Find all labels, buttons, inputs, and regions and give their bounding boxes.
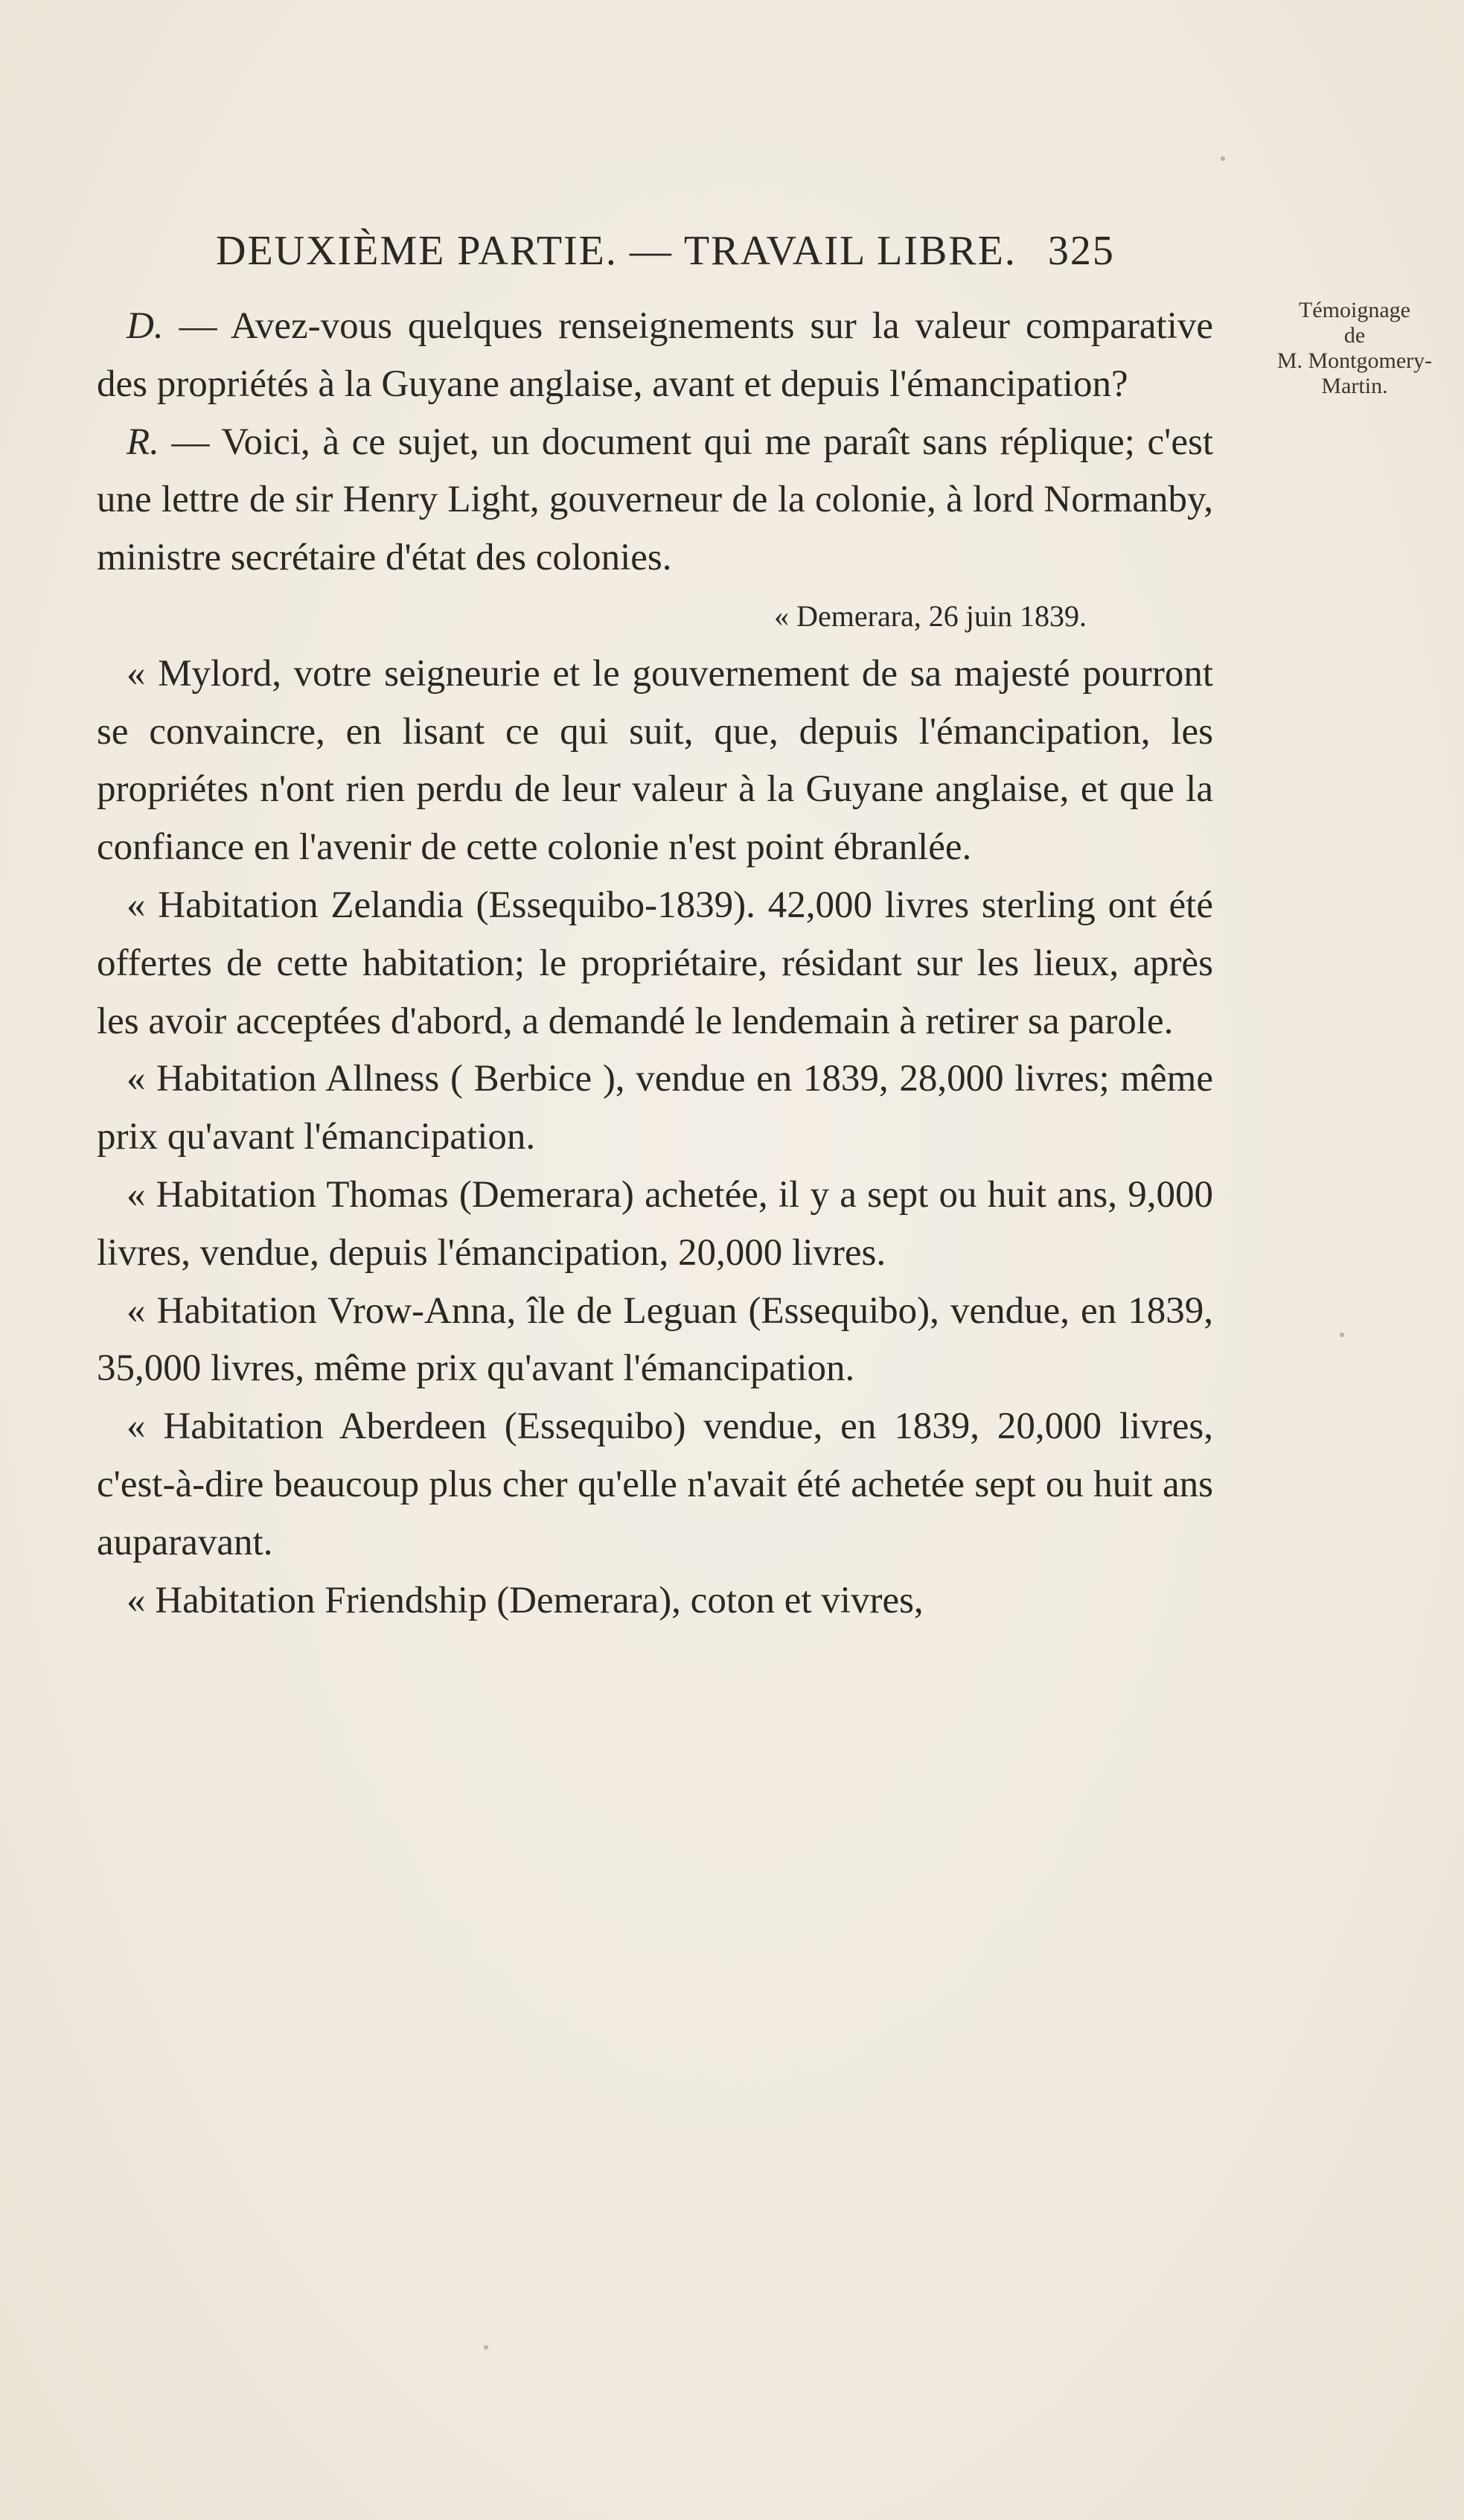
letter-paragraph: « Habitation Vrow-Anna, île de Leguan (Essequibo), vendue, en 1839, 35,000 livres, même prix qu'avant l'émancipation. xyxy=(97,1289,1213,1390)
letter-paragraph: « Mylord, votre seigneurie et le gouvernement de sa majesté pourront se convaincre, en lisant ce qui suit, que, depuis l'émancipation, les propriétes n'ont rien perdu de leur valeur à la Guyane anglaise, et que la confiance en l'avenir de cette colonie n'est point ébranlée. xyxy=(97,652,1213,869)
running-title: DEUXIÈME PARTIE. — TRAVAIL LIBRE. xyxy=(216,228,1017,274)
letter-paragraph: « Habitation Thomas (Demerara) achetée, il y a sept ou huit ans, 9,000 livres, vendue, depuis l'émancipation, 20,000 livres. xyxy=(97,1173,1213,1274)
paper-speck xyxy=(484,2345,488,2350)
running-header xyxy=(216,227,1213,275)
margin-note-line: de xyxy=(1343,323,1366,348)
letter-dateline: « Demerara, 26 juin 1839. xyxy=(774,599,1087,633)
margin-note-line: Témoignage xyxy=(1299,298,1410,322)
letter-paragraph: « Habitation Allness ( Berbice ), vendue en 1839, 28,000 livres; même prix qu'avant l'émancipation. xyxy=(97,1058,1213,1158)
answer-paragraph xyxy=(97,414,1213,587)
margin-note-line: M. Montgomery- xyxy=(1276,348,1433,373)
letter-paragraph: « Habitation Friendship (Demerara), coton et vivres, xyxy=(127,1579,924,1621)
margin-note xyxy=(1254,298,1455,399)
paper-speck xyxy=(1340,1333,1344,1337)
letter-paragraph: « Habitation Aberdeen (Essequibo) vendue, en 1839, 20,000 livres, c'est-à-dire beaucoup plus cher qu'elle n'avait été achetée sept ou huit ans auparavant. xyxy=(97,1406,1213,1563)
page-number: 325 xyxy=(1047,228,1115,274)
body-text xyxy=(97,298,1213,1630)
answer-text: — Voici, à ce sujet, un document qui me paraît sans réplique; c'est une lettre de sir Henry Light, gouverneur de la colonie, à lord Normanby, ministre secrétaire d'état des colonies. xyxy=(97,421,1213,579)
letter-paragraph: « Habitation Zelandia (Essequibo-1839). 42,000 livres sterling ont été offertes de cette habitation; le propriétaire, résidant sur les lieux, après les avoir acceptées d'abord, a demandé le lendemain à retirer sa parole. xyxy=(97,884,1213,1042)
question-speaker: D. xyxy=(127,305,164,347)
question-text: — Avez-vous quelques renseignements sur la valeur comparative des propriétés à la Guyane anglaise, avant et depuis l'émancipation? xyxy=(97,305,1213,405)
paper-speck xyxy=(1221,156,1225,161)
question-paragraph xyxy=(97,298,1213,414)
margin-note-line: Martin. xyxy=(1321,374,1388,398)
answer-speaker: R. xyxy=(127,421,159,463)
